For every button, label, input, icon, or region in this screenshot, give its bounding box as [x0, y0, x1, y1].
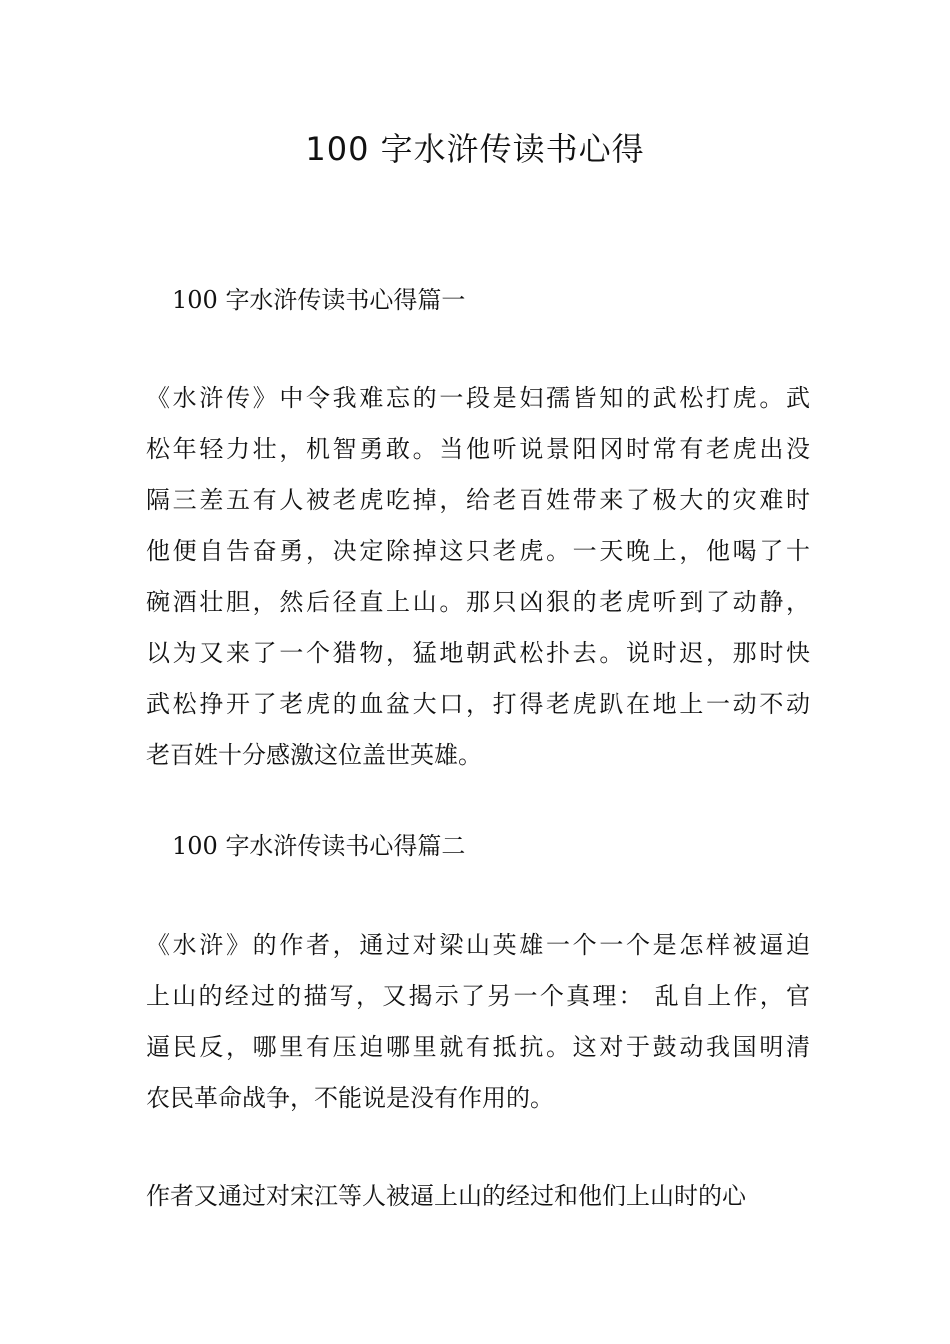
paragraph-line: 上山的经过的描写，又揭示了另一个真理： 乱自上作，官 [146, 982, 810, 1010]
paragraph-line: 武松挣开了老虎的血盆大口，打得老虎趴在地上一动不动 [146, 690, 810, 718]
paragraph-line: 以为又来了一个猎物，猛地朝武松扑去。说时迟，那时快 [146, 639, 810, 667]
paragraph-line: 作者又通过对宋江等人被逼上山的经过和他们上山时的心 [146, 1182, 746, 1210]
section-2-paragraph-1 [146, 920, 810, 1124]
section-heading-1: 100 字水浒传读书心得篇一 [172, 286, 466, 314]
section-heading-2: 100 字水浒传读书心得篇二 [172, 832, 466, 860]
paragraph-line: 农民革命战争，不能说是没有作用的。 [146, 1084, 554, 1112]
paragraph-line: 老百姓十分感激这位盖世英雄。 [146, 741, 482, 769]
paragraph-line: 松年轻力壮，机智勇敢。当他听说景阳冈时常有老虎出没 [146, 435, 810, 463]
paragraph-line: 他便自告奋勇，决定除掉这只老虎。一天晚上，他喝了十 [146, 537, 810, 565]
paragraph-line: 《水浒传》中令我难忘的一段是妇孺皆知的武松打虎。武 [146, 384, 810, 412]
paragraph-line: 《水浒》的作者，通过对梁山英雄一个一个是怎样被逼迫 [146, 931, 810, 959]
section-2-paragraph-2 [146, 1171, 810, 1222]
paragraph-line: 逼民反，哪里有压迫哪里就有抵抗。这对于鼓动我国明清 [146, 1033, 810, 1061]
paragraph-line: 碗酒壮胆，然后径直上山。那只凶狠的老虎听到了动静， [146, 588, 810, 616]
document-title: 100 字水浒传读书心得 [305, 130, 645, 168]
section-1-paragraph-1 [146, 373, 810, 781]
paragraph-line: 隔三差五有人被老虎吃掉，给老百姓带来了极大的灾难时 [146, 486, 810, 514]
